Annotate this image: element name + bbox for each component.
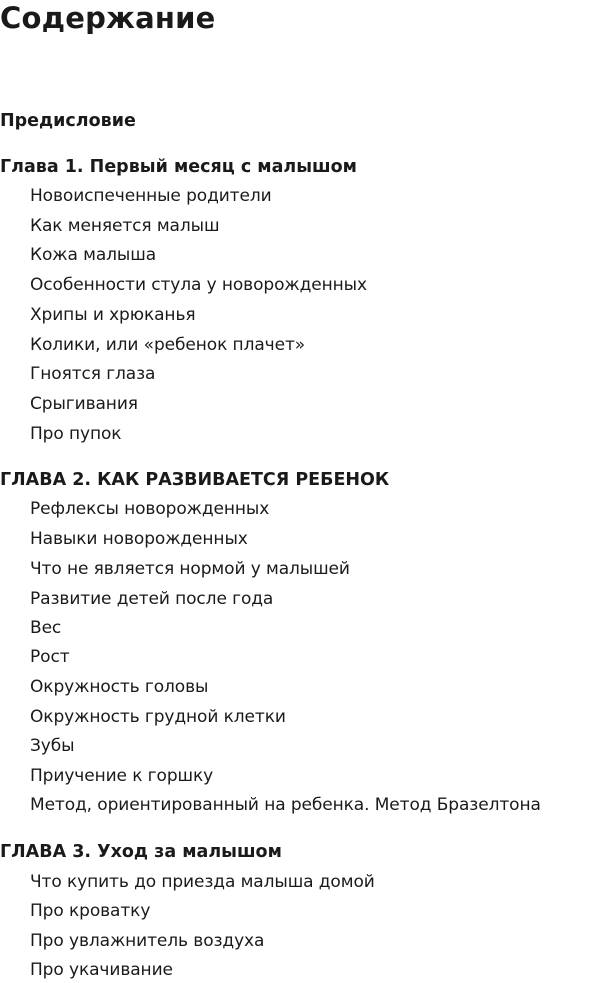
page-title: Содержание <box>0 1 216 35</box>
toc-preface: Предисловие <box>0 111 136 131</box>
chapter-2-item: Что не является нормой у малышей <box>30 559 350 579</box>
chapter-2-item: Навыки новорожденных <box>30 529 248 549</box>
chapter-1-title: Глава 1. Первый месяц с малышом <box>0 157 357 177</box>
chapter-2-item: Приучение к горшку <box>30 766 214 786</box>
chapter-2-title: ГЛАВА 2. КАК РАЗВИВАЕТСЯ РЕБЕНОК <box>0 470 390 490</box>
chapter-2-item: Зубы <box>30 736 75 756</box>
chapter-1-item: Особенности стула у новорожденных <box>30 275 367 295</box>
chapter-1-item: Колики, или «ребенок плачет» <box>30 335 306 355</box>
chapter-2-item: Окружность головы <box>30 677 209 697</box>
chapter-3-title: ГЛАВА 3. Уход за малышом <box>0 842 282 862</box>
chapter-1-item: Про пупок <box>30 424 122 444</box>
chapter-2-item: Метод, ориентированный на ребенка. Метод Бразелтона <box>30 795 541 815</box>
chapter-3-item: Про укачивание <box>30 960 173 980</box>
chapter-1-item: Кожа малыша <box>30 245 157 265</box>
chapter-2-item: Рефлексы новорожденных <box>30 499 270 519</box>
chapter-1-item: Гноятся глаза <box>30 364 156 384</box>
chapter-1-item: Новоиспеченные родители <box>30 186 272 206</box>
chapter-3-item: Про кроватку <box>30 901 151 921</box>
chapter-3-item: Что купить до приезда малыша домой <box>30 872 375 892</box>
chapter-3-item: Про увлажнитель воздуха <box>30 931 265 951</box>
chapter-2-item: Окружность грудной клетки <box>30 707 286 727</box>
chapter-1-item: Срыгивания <box>30 394 138 414</box>
chapter-2-item: Рост <box>30 647 70 667</box>
chapter-1-item: Как меняется малыш <box>30 216 220 236</box>
chapter-1-item: Хрипы и хрюканья <box>30 305 196 325</box>
chapter-2-item: Вес <box>30 618 62 638</box>
chapter-2-item: Развитие детей после года <box>30 589 274 609</box>
